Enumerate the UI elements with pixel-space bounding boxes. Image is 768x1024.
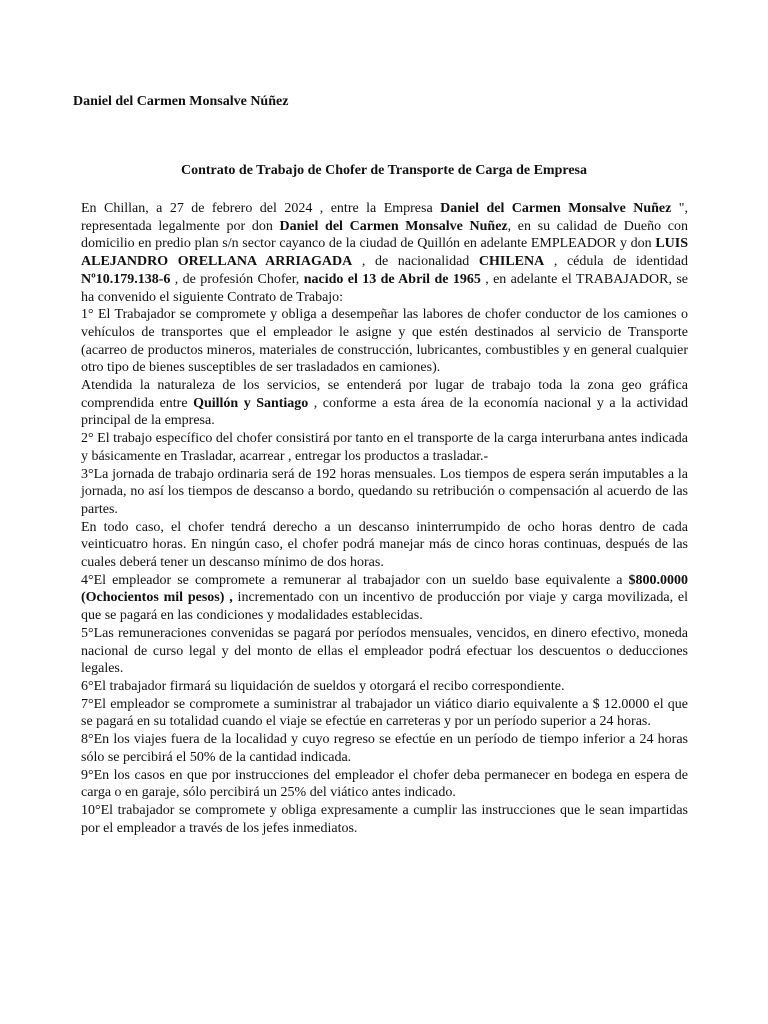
representative-name: Daniel del Carmen Monsalve Nuñez — [279, 218, 508, 234]
clause-2: 2° El trabajo específico del chofer consistirá por tanto en el transporte de la carga interurbana antes indicada y básicamente en Trasladar, acarrear , entregar los productos a trasladar.- — [81, 431, 688, 464]
clause-4 — [81, 572, 688, 625]
document-title: Contrato de Trabajo de Chofer de Transporte de Carga de Empresa — [181, 163, 587, 178]
intro-text-6: , de profesión Chofer, — [170, 271, 304, 287]
work-zone: Quillón y Santiago — [193, 395, 309, 411]
intro-text-2: ", representada legalmente por don — [81, 201, 689, 234]
intro-text-7: , en adelante el TRABAJADOR, se ha convenido el siguiente Contrato de Trabajo: — [81, 271, 688, 305]
base-salary: $800.0000 (Ochocientos mil pesos) , — [81, 572, 688, 606]
clause-8: 8°En los viajes fuera de la localidad y cuyo regreso se efectúe en un período de tiempo inferior a 24 horas sólo se percibirá el 50% de la cantidad indicada. — [81, 732, 688, 765]
intro-text-5: , cédula de identidad — [544, 254, 688, 270]
nationality: CHILENA — [478, 254, 545, 270]
document-body — [81, 200, 688, 837]
clause-7: 7°El empleador se compromete a suministrar al trabajador un viático diario equivalente a $ 12.0000 el que se pagará en su totalidad cuando el viaje se efectúe en carreteras y por un período superior a 24 horas. — [81, 696, 688, 730]
company-name: Daniel del Carmen Monsalve Nuñez — [440, 201, 672, 216]
workplace-text-2: , conforme a esta área de la economía nacional y a la actividad principal de la empresa. — [81, 395, 688, 429]
workplace-text-1: Atendida la naturaleza de los servicios, se entenderá por lugar de trabajo toda la zona geo gráfica comprendida entre — [81, 378, 688, 411]
clause-5: 5°Las remuneraciones convenidas se pagará por períodos mensuales, vencidos, en dinero efectivo, moneda nacional de curso legal y del monto de ellas el empleador podrá efectuar los descuentos o deducciones legales. — [81, 625, 688, 677]
clause-4-text-2: incrementado con un incentivo de producción por viaje y carga movilizada, el que se pagará en las condiciones y modalidades establecidas. — [81, 590, 688, 624]
clause-10: 10°El trabajador se compromete y obliga expresamente a cumplir las instrucciones que le sean impartidas por el empleador a través de los jefes inmediatos. — [81, 802, 688, 836]
intro-text-1: En Chillan, a 27 de febrero del 2024 , entre la Empresa — [81, 201, 441, 216]
birth-date: nacido el 13 de Abril de 1965 — [303, 271, 481, 287]
worker-name: LUIS ALEJANDRO ORELLANA ARRIAGADA — [81, 236, 688, 270]
clause-1: 1° El Trabajador se compromete y obliga a desempeñar las labores de chofer conductor de los camiones o vehículos de transportes que el empleador le asigne y que estén destinados al servicio de Transporte (acarreo de productos mineros, materiales de construcción, lubricantes, combustibles y en general cualquier otro tipo de bienes susceptibles de ser trasladados en camiones). — [81, 307, 688, 376]
clause-6: 6°El trabajador firmará su liquidación de sueldos y otorgará el recibo correspondiente. — [81, 678, 565, 694]
workplace-paragraph — [81, 377, 688, 430]
id-number: Nº10.179.138-6 — [81, 271, 171, 287]
clause-3: 3°La jornada de trabajo ordinaria será de 192 horas mensuales. Los tiempos de espera serán imputables a la jornada, no así los tiempos de descanso a bordo, quedando su retribución o compensación al acuerdo de las partes. — [81, 466, 688, 517]
clause-4-text-1: 4°El empleador se compromete a remunerar al trabajador con un sueldo base equivalente a — [81, 572, 629, 588]
intro-text-4: , de nacionalidad — [352, 254, 479, 270]
intro-paragraph — [81, 200, 688, 306]
document-header: Daniel del Carmen Monsalve Núñez — [73, 94, 289, 109]
rest-paragraph: En todo caso, el chofer tendrá derecho a un descanso ininterrumpido de ocho horas dentro de cada veinticuatro horas. En ningún caso, el chofer podrá manejar más de cinco horas continuas, después de las cuales deberá tener un descanso mínimo de dos horas. — [81, 519, 688, 571]
intro-text-3: , en su calidad de Dueño con domicilio en predio plan s/n sector cayanco de la ciudad de Quillón en adelante EMPLEADOR y don — [81, 218, 688, 252]
clause-9: 9°En los casos en que por instrucciones del empleador el chofer deba permanecer en bodega en espera de carga o en garaje, sólo percibirá un 25% del viático antes indicado. — [81, 767, 688, 801]
